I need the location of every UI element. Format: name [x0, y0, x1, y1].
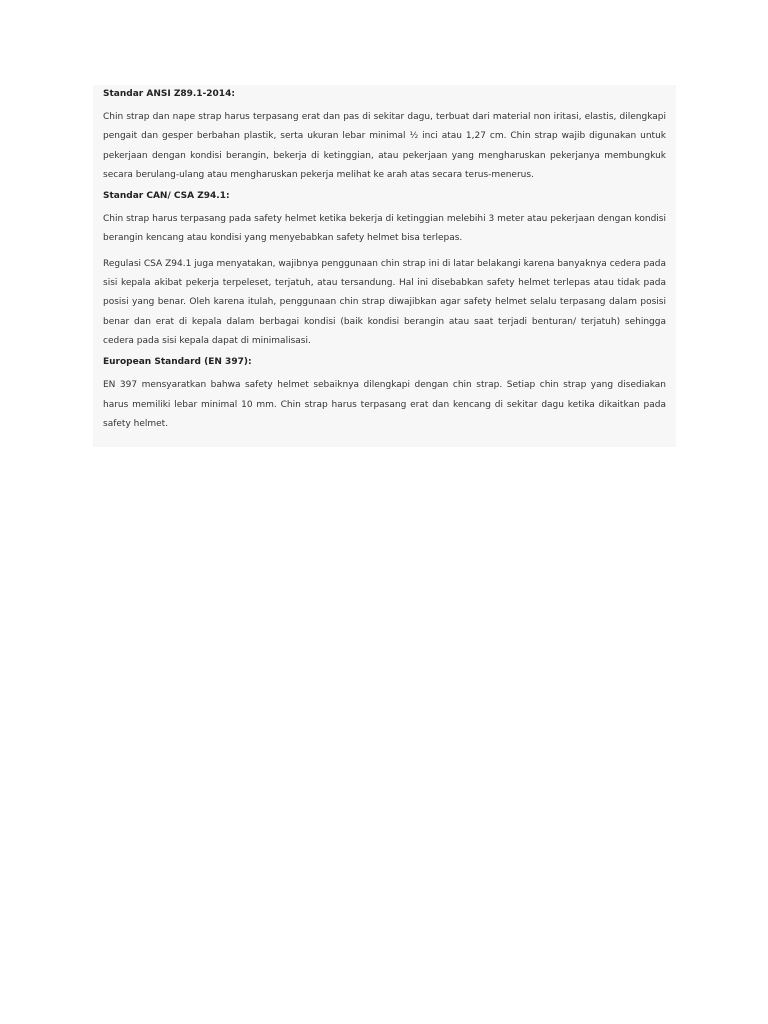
section-heading-ansi: Standar ANSI Z89.1-2014:	[103, 89, 235, 99]
document-excerpt	[93, 85, 676, 447]
section-heading-en: European Standard (EN 397):	[103, 357, 252, 368]
section-heading-csa: Standar CAN/ CSA Z94.1:	[103, 191, 230, 202]
paragraph-csa-2: Regulasi CSA Z94.1 juga menyatakan, wajibnya penggunaan chin strap ini di latar belakangi karena banyaknya cedera pada sisi kepala akibat pekerja terpeleset, terjatuh, atau tersandung. Hal ini disebabkan safety helmet terlepas atau tidak pada posisi yang benar. Oleh karena itulah, penggunaan chin strap diwajibkan agar safety helmet selalu terpasang dalam posisi benar dan erat di kepala dalam berbagai kondisi (baik kondisi berangin atau saat terjadi benturan/ terjatuh) sehingga cedera pada sisi kepala dapat di minimalisasi.	[103, 258, 666, 346]
paragraph-csa-1: Chin strap harus terpasang pada safety helmet ketika bekerja di ketinggian melebihi 3 meter atau pekerjaan dengan kondisi berangin kencang atau kondisi yang menyebabkan safety helmet bisa terlepas.	[103, 214, 666, 244]
paragraph-ansi: Chin strap dan nape strap harus terpasang erat dan pas di sekitar dagu, terbuat dari material non iritasi, elastis, dilengkapi pengait dan gesper berbahan plastik, serta ukuran lebar minimal ½ inci atau 1,27 cm. Chin strap wajib digunakan untuk pekerjaan dengan kondisi berangin, bekerja di ketinggian, atau pekerjaan yang mengharuskan pekerjanya membungkuk secara berulang-ulang atau mengharuskan pekerja melihat ke arah atas secara terus-menerus.	[103, 112, 666, 180]
paragraph-en: EN 397 mensyaratkan bahwa safety helmet sebaiknya dilengkapi dengan chin strap. Setiap chin strap yang disediakan harus memiliki lebar minimal 10 mm. Chin strap harus terpasang erat dan kencang di sekitar dagu ketika dikaitkan pada safety helmet.	[103, 380, 666, 429]
